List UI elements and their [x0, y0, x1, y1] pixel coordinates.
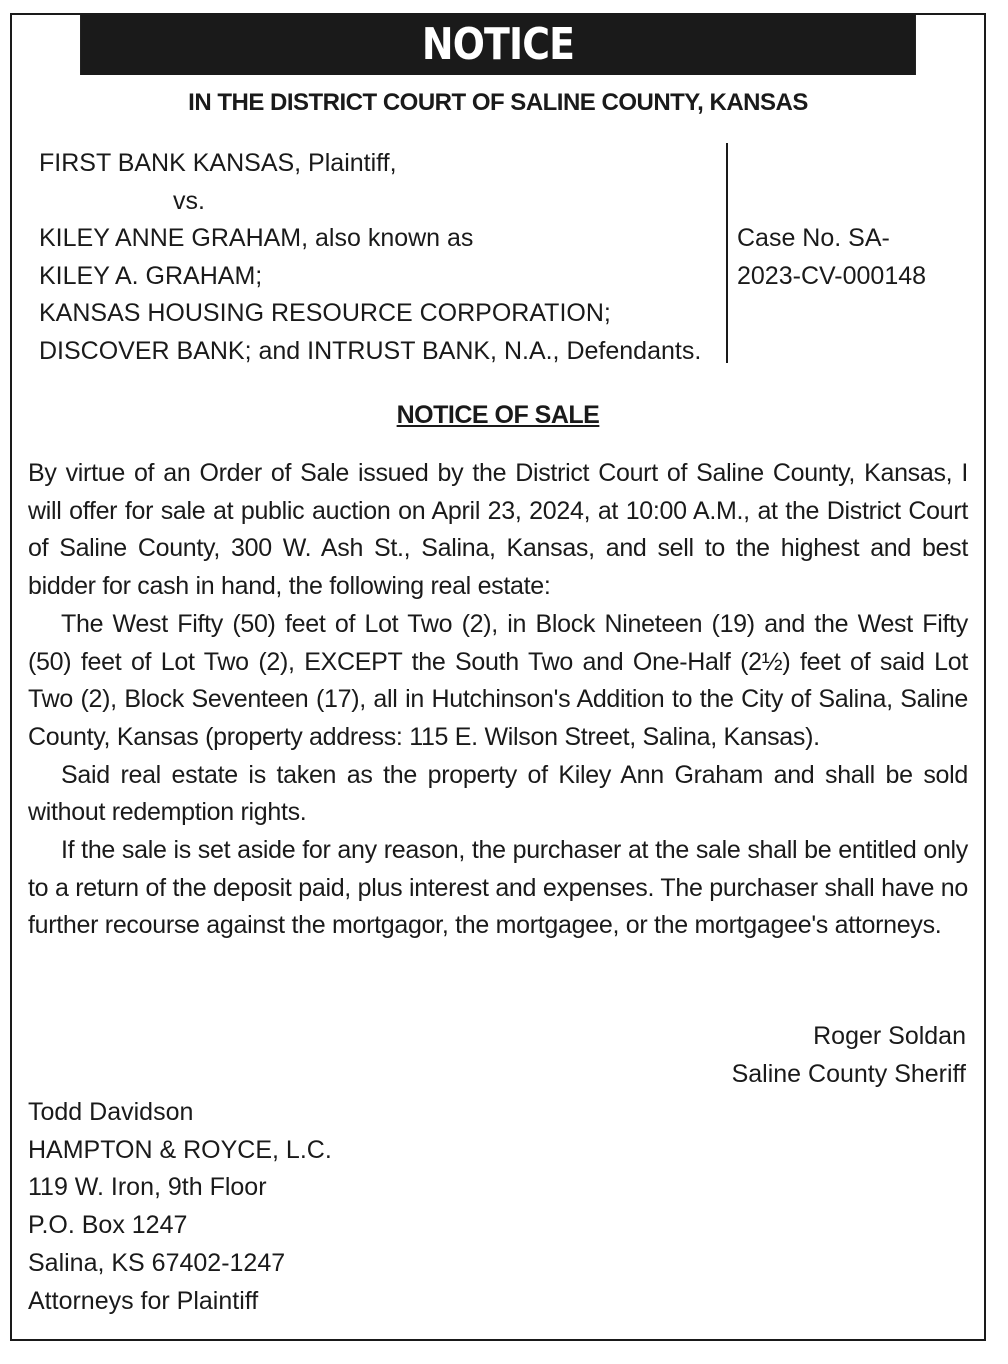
caption-vs: vs. [173, 186, 205, 215]
paragraph-set-aside: If the sale is set aside for any reason, the purchaser at the sale shall be entitled only to a return of the deposit paid, plus interest and expenses. The purchaser shall have no further recourse against the mortgagor, the mortgagee, or the mortgagee's attorneys. [28, 836, 968, 940]
case-number-line-1: Case No. SA- [737, 224, 890, 252]
attorney-po-box: P.O. Box 1247 [28, 1211, 188, 1240]
paragraph-order-of-sale: By virtue of an Order of Sale issued by the District Court of Saline County, Kansas, I will offer for sale at public auction on April 23, 2024, at 10:00 A.M., at the District Court of Saline County, 300 W. Ash St., Salina, Kansas, and sell to the highest and best bidder for cash in hand, the following real estate: [28, 459, 968, 601]
caption-defendant-3: DISCOVER BANK; and INTRUST BANK, N.A., Defendants. [39, 336, 702, 365]
case-number [737, 220, 977, 295]
attorney-role: Attorneys for Plaintiff [28, 1286, 259, 1315]
paragraph-property-owner: Said real estate is taken as the property of Kiley Ann Graham and shall be sold without redemption rights. [28, 760, 968, 827]
attorney-firm: HAMPTON & ROYCE, L.C. [28, 1135, 332, 1164]
attorney-name: Todd Davidson [28, 1098, 194, 1126]
paragraph-legal-description: The West Fifty (50) feet of Lot Two (2), in Block Nineteen (19) and the West Fifty (50) feet of Lot Two (2), EXCEPT the South Two and One-Half (2½) feet of said Lot Two (2), Block Seventeen (17), all in Hutchinson's Addition to the City of Salina, Saline County, Kansas (property address: 115 E. Wilson Street, Salina, Kansas). [28, 609, 968, 751]
sheriff-signature [732, 1018, 966, 1093]
caption-divider [726, 143, 728, 363]
sheriff-name: Roger Soldan [813, 1022, 966, 1050]
attorney-block [28, 1094, 332, 1320]
notice-banner: NOTICE [80, 15, 916, 75]
caption-defendant-2: KANSAS HOUSING RESOURCE CORPORATION; [39, 299, 611, 327]
notice-body [28, 455, 968, 945]
sheriff-title: Saline County Sheriff [731, 1059, 966, 1088]
caption-plaintiff: FIRST BANK KANSAS, Plaintiff, [39, 149, 397, 177]
caption-defendant-1: KILEY ANNE GRAHAM, also known as [39, 224, 474, 252]
court-heading: IN THE DISTRICT COURT OF SALINE COUNTY, KANSAS [188, 89, 808, 116]
case-number-line-2: 2023-CV-000148 [737, 261, 927, 290]
notice-frame [10, 13, 986, 1341]
notice-of-sale-title: NOTICE OF SALE [396, 401, 600, 429]
attorney-city: Salina, KS 67402-1247 [28, 1248, 286, 1277]
case-caption-parties [39, 145, 729, 370]
caption-defendant-1-aka: KILEY A. GRAHAM; [39, 261, 263, 290]
attorney-street: 119 W. Iron, 9th Floor [28, 1173, 267, 1202]
